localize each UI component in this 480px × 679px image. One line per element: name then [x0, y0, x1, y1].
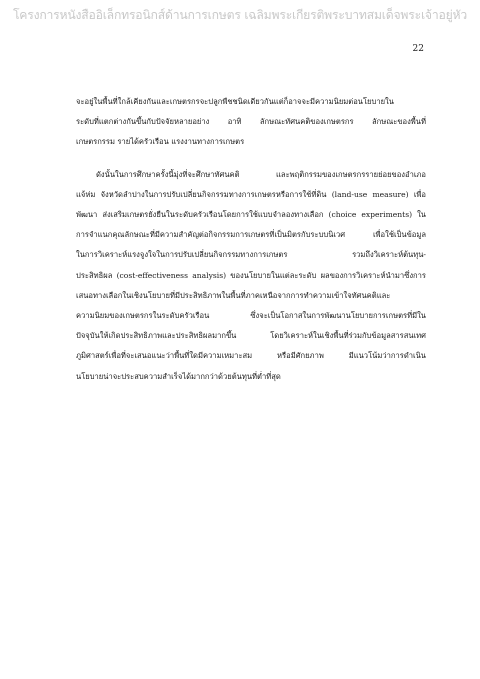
watermark-header: โครงการหนังสืออิเล็กทรอนิกส์ด้านการเกษตร เฉลิมพระเกียรติพระบาทสมเด็จพระเจ้าอยู่หัว	[12, 8, 468, 22]
page-number: 22	[412, 44, 424, 54]
paragraph-line: ในการวิเคราะห์แรงจูงใจในการปรับเปลี่ยนกิจกรรมทางการเกษตร รวมถึงวิเคราะห์ต้นทุน-	[76, 250, 426, 260]
paragraph-line: ระดับที่แตกต่างกันขึ้นกับปัจจัยหลายอย่าง อาทิ ลักษณะทัศนคติของเกษตรกร ลักษณะของพื้นที่	[76, 117, 426, 127]
body-text	[76, 92, 426, 387]
paragraph-line: จะอยู่ในพื้นที่ใกล้เคียงกันและเกษตรกรจะปลูกพืชชนิดเดียวกันแต่ก็อาจจะมีความนิยมต่อนโยบายใน	[76, 97, 394, 106]
paragraph-line: พัฒนา ส่งเสริมเกษตรยั่งยืนในระดับครัวเรือนโดยการใช้แบบจำลองทางเลือก (choice experiments) ใน	[76, 210, 426, 220]
paragraph-line: เสนอทางเลือกในเชิงนโยบายที่มีประสิทธิภาพในพื้นที่ภาคเหนือจากการทำความเข้าใจทัศนคติและ	[76, 290, 391, 300]
paragraph-line: ประสิทธิผล (cost-effectiveness analysis) ของนโยบายในแต่ละระดับ ผลของการวิเคราะห์นำมาซึ่งการ	[76, 270, 426, 280]
paragraph-line: ดังนั้นในการศึกษาครั้งนี้มุ่งที่จะศึกษาทัศนคติ และพฤติกรรมของเกษตรกรรายย่อยของอำเภอ	[96, 169, 426, 179]
paragraph-1	[76, 92, 426, 153]
paragraph-line: นโยบายน่าจะประสบความสำเร็จได้มากกว่าด้วยต้นทุนที่ต่ำที่สุด	[76, 371, 281, 381]
paragraph-line: ความนิยมของเกษตรกรในระดับครัวเรือน ซึ่งจะเป็นโอกาสในการพัฒนานโยบายการเกษตรที่มีใน	[76, 311, 426, 321]
paragraph-line: ภูมิศาสตร์เพื่อที่จะเสนอแนะว่าพื้นที่ใดมีความเหมาะสม หรือมีศักยภาพ มีแนวโน้มว่าการดำเนิน	[76, 351, 426, 361]
paragraph-line: แจ้ห่ม จังหวัดลำปางในการปรับเปลี่ยนกิจกรรมทางการเกษตรหรือการใช้ที่ดิน (land-use measure) เพื่อ	[76, 189, 426, 199]
paragraph-line: ปัจจุบันให้เกิดประสิทธิภาพและประสิทธิผลมากขึ้น โดยวิเคราะห์ในเชิงพื้นที่ร่วมกับข้อมูลสารสนเทศ	[76, 331, 426, 341]
paragraph-line: เกษตรกรรม รายได้ครัวเรือน แรงงานทางการเกษตร	[76, 137, 245, 147]
paragraph-2	[76, 165, 426, 387]
paragraph-line: การจำแนกคุณลักษณะที่มีความสำคัญต่อกิจกรรมการเกษตรที่เป็นมิตรกับระบบนิเวศ เพื่อใช้เป็นข้อมูล	[76, 230, 426, 240]
